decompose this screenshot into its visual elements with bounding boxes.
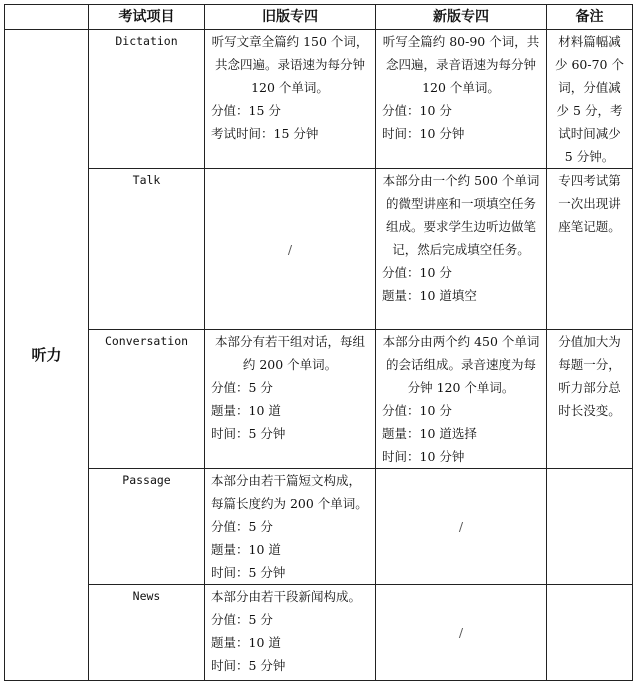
old-passage-cell — [205, 469, 376, 585]
old-dictation-time: 考试时间：15 分钟 — [211, 126, 319, 141]
note-talk: 专四考试第一次出现讲座笔记题。 — [547, 169, 633, 330]
old-dictation-cell — [205, 30, 376, 169]
new-conversation-count: 题量：10 道选择 — [382, 426, 477, 441]
new-conversation-time: 时间：10 分钟 — [382, 449, 465, 464]
old-passage-count: 题量：10 道 — [211, 542, 281, 557]
old-news-desc: 本部分由若干段新闻构成。 — [211, 589, 362, 604]
table-row-talk — [5, 169, 633, 330]
header-exam-item: 考试项目 — [89, 5, 205, 30]
new-conversation-cell — [376, 330, 547, 469]
note-news — [547, 585, 633, 681]
new-dictation-time: 时间：10 分钟 — [382, 126, 465, 141]
header-row — [5, 5, 633, 30]
item-conversation: Conversation — [89, 330, 205, 469]
old-conversation-score: 分值：5 分 — [211, 380, 273, 395]
old-passage-time: 时间：5 分钟 — [211, 565, 286, 580]
old-conversation-count: 题量：10 道 — [211, 403, 281, 418]
old-dictation-score: 分值：15 分 — [211, 103, 281, 118]
header-remarks: 备注 — [547, 5, 633, 30]
header-new-tem4: 新版专四 — [376, 5, 547, 30]
old-conversation-desc: 本部分有若干组对话，每组约 200 个单词。 — [214, 334, 365, 372]
new-talk-desc: 本部分由一个约 500 个单词的微型讲座和一项填空任务组成。要求学生边听边做笔记，然后完成填空任务。 — [382, 173, 540, 257]
header-old-tem4: 旧版专四 — [205, 5, 376, 30]
old-talk-empty: / — [205, 169, 376, 330]
new-conversation-score: 分值：10 分 — [382, 403, 452, 418]
note-dictation: 材料篇幅减少 60-70 个词，分值减少 5 分，考试时间减少 5 分钟。 — [547, 30, 633, 169]
new-dictation-cell — [376, 30, 547, 169]
new-talk-cell — [376, 169, 547, 330]
new-talk-score: 分值：10 分 — [382, 265, 452, 280]
comparison-table — [4, 4, 633, 681]
note-conversation: 分值加大为每题一分，听力部分总时长没变。 — [547, 330, 633, 469]
old-dictation-desc: 听写文章全篇约 150 个词，共念四遍。录语速为每分钟 120 个单词。 — [211, 34, 369, 95]
item-passage: Passage — [89, 469, 205, 585]
new-news-empty: / — [376, 585, 547, 681]
old-conversation-time: 时间：5 分钟 — [211, 426, 286, 441]
new-dictation-score: 分值：10 分 — [382, 103, 452, 118]
old-news-count: 题量：10 道 — [211, 635, 281, 650]
table-row-conversation — [5, 330, 633, 469]
new-talk-count: 题量：10 道填空 — [382, 288, 477, 303]
old-passage-desc: 本部分由若干篇短文构成，每篇长度约为 200 个单词。 — [211, 473, 368, 511]
old-news-score: 分值：5 分 — [211, 612, 273, 627]
item-dictation: Dictation — [89, 30, 205, 169]
old-news-time: 时间：5 分钟 — [211, 658, 286, 673]
old-passage-score: 分值：5 分 — [211, 519, 273, 534]
table-row-passage — [5, 469, 633, 585]
new-dictation-desc: 听写全篇约 80-90 个词，共念四遍，录音语速为每分钟 120 个单词。 — [382, 34, 540, 95]
new-passage-empty: / — [376, 469, 547, 585]
old-conversation-cell — [205, 330, 376, 469]
old-news-cell — [205, 585, 376, 681]
item-news: News — [89, 585, 205, 681]
note-passage — [547, 469, 633, 585]
header-blank — [5, 5, 89, 30]
new-conversation-desc: 本部分由两个约 450 个单词的会话组成。录音速度为每分钟 120 个单词。 — [382, 334, 540, 395]
category-listening: 听力 — [5, 30, 89, 681]
table-row-dictation — [5, 30, 633, 169]
table-row-news — [5, 585, 633, 681]
item-talk: Talk — [89, 169, 205, 330]
